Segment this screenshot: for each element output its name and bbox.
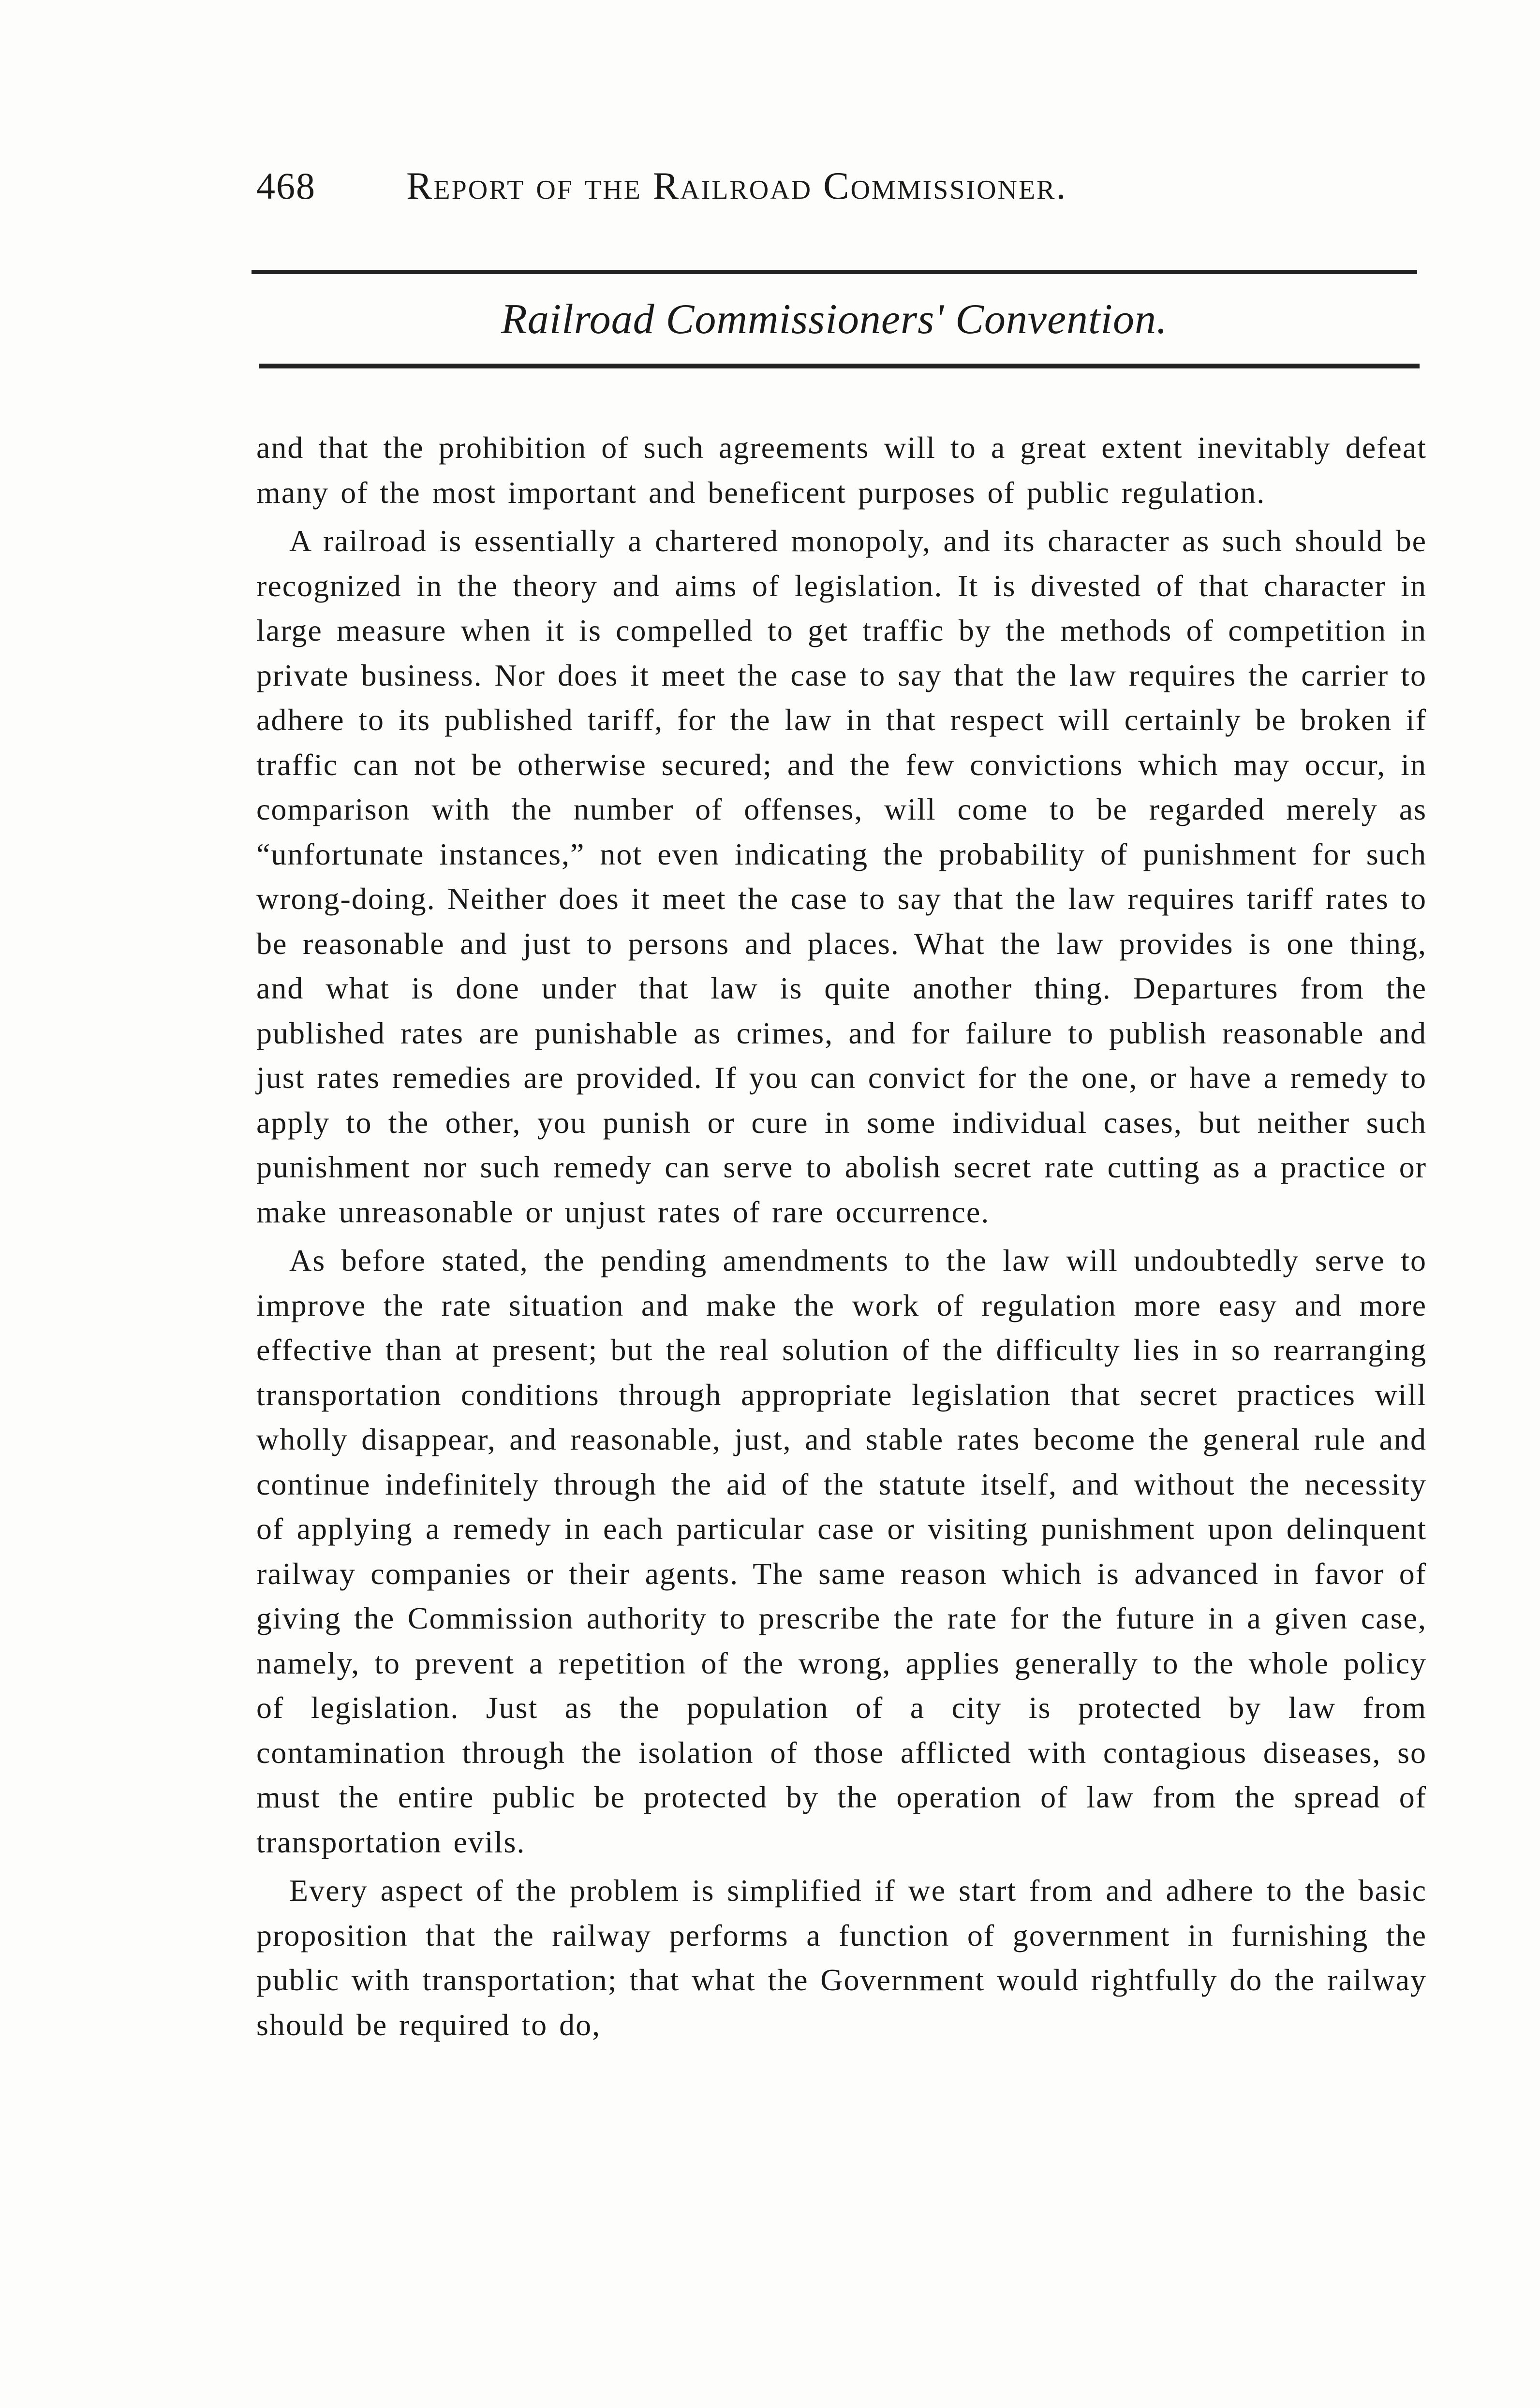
section-title: Railroad Commissioners' Convention. <box>501 296 1168 343</box>
paragraph: Every aspect of the problem is simplified if we start from and adhere to the basic proposition that the railway performs a function of government in furnishing the public with transportation; that what the Government would rightfully do the railway should be required to do, <box>256 1873 1427 2042</box>
paragraph: A railroad is essentially a chartered monopoly, and its character as such should be recognized in the theory and aims of legislation. It is divested of that character in large measure when it is compelled to get traffic by the methods of competition in private business. Nor does it meet the case to say that the law requires the carrier to adhere to its published tariff, for the law in that respect will certainly be broken if traffic can not be otherwise secured; and the few convictions which may occur, in comparison with the number of offenses, will come to be regarded merely as “unfortunate instances,” not even indicating the probability of punishment for such wrong-doing. Neither does it meet the case to say that the law requires tariff rates to be reasonable and just to persons and places. What the law provides is one thing, and what is done under that law is quite another thing. Departures from the published rates are punishable as crimes, and for failure to publish reasonable and just rates remedies are provided. If you can convict for the one, or have a remedy to apply to the other, you punish or cure in some individual cases, but neither such punishment nor such remedy can serve to abolish secret rate cutting as a practice or make unreasonable or unjust rates of rare occurrence. <box>256 524 1427 1229</box>
running-title: Report of the Railroad Commissioner. <box>406 165 1067 207</box>
running-header <box>256 164 1417 222</box>
page-number: 468 <box>256 165 316 207</box>
paragraph: and that the prohibition of such agreements will to a great extent inevitably defeat many of the most important and beneficent purposes of public regulation. <box>256 430 1427 510</box>
body-text <box>256 426 1427 2047</box>
header-rule-bottom <box>259 364 1420 368</box>
paragraph: As before stated, the pending amendments to the law will undoubtedly serve to improve the rate situation and make the work of regulation more easy and more effective than at present; but the real solution of the difficulty lies in so rearranging transportation conditions through appropriate legislation that secret practices will wholly disappear, and reasonable, just, and stable rates become the general rule and continue indefinitely through the aid of the statute itself, and without the necessity of applying a remedy in each particular case or visiting punishment upon delinquent railway companies or their agents. The same reason which is advanced in favor of giving the Commission authority to prescribe the rate for the future in a given case, namely, to prevent a repetition of the wrong, applies generally to the whole policy of legislation. Just as the population of a city is protected by law from contamination through the isolation of those afflicted with contagious diseases, so must the entire public be protected by the operation of law from the spread of transportation evils. <box>256 1243 1427 1859</box>
header-rule-top <box>252 270 1417 274</box>
